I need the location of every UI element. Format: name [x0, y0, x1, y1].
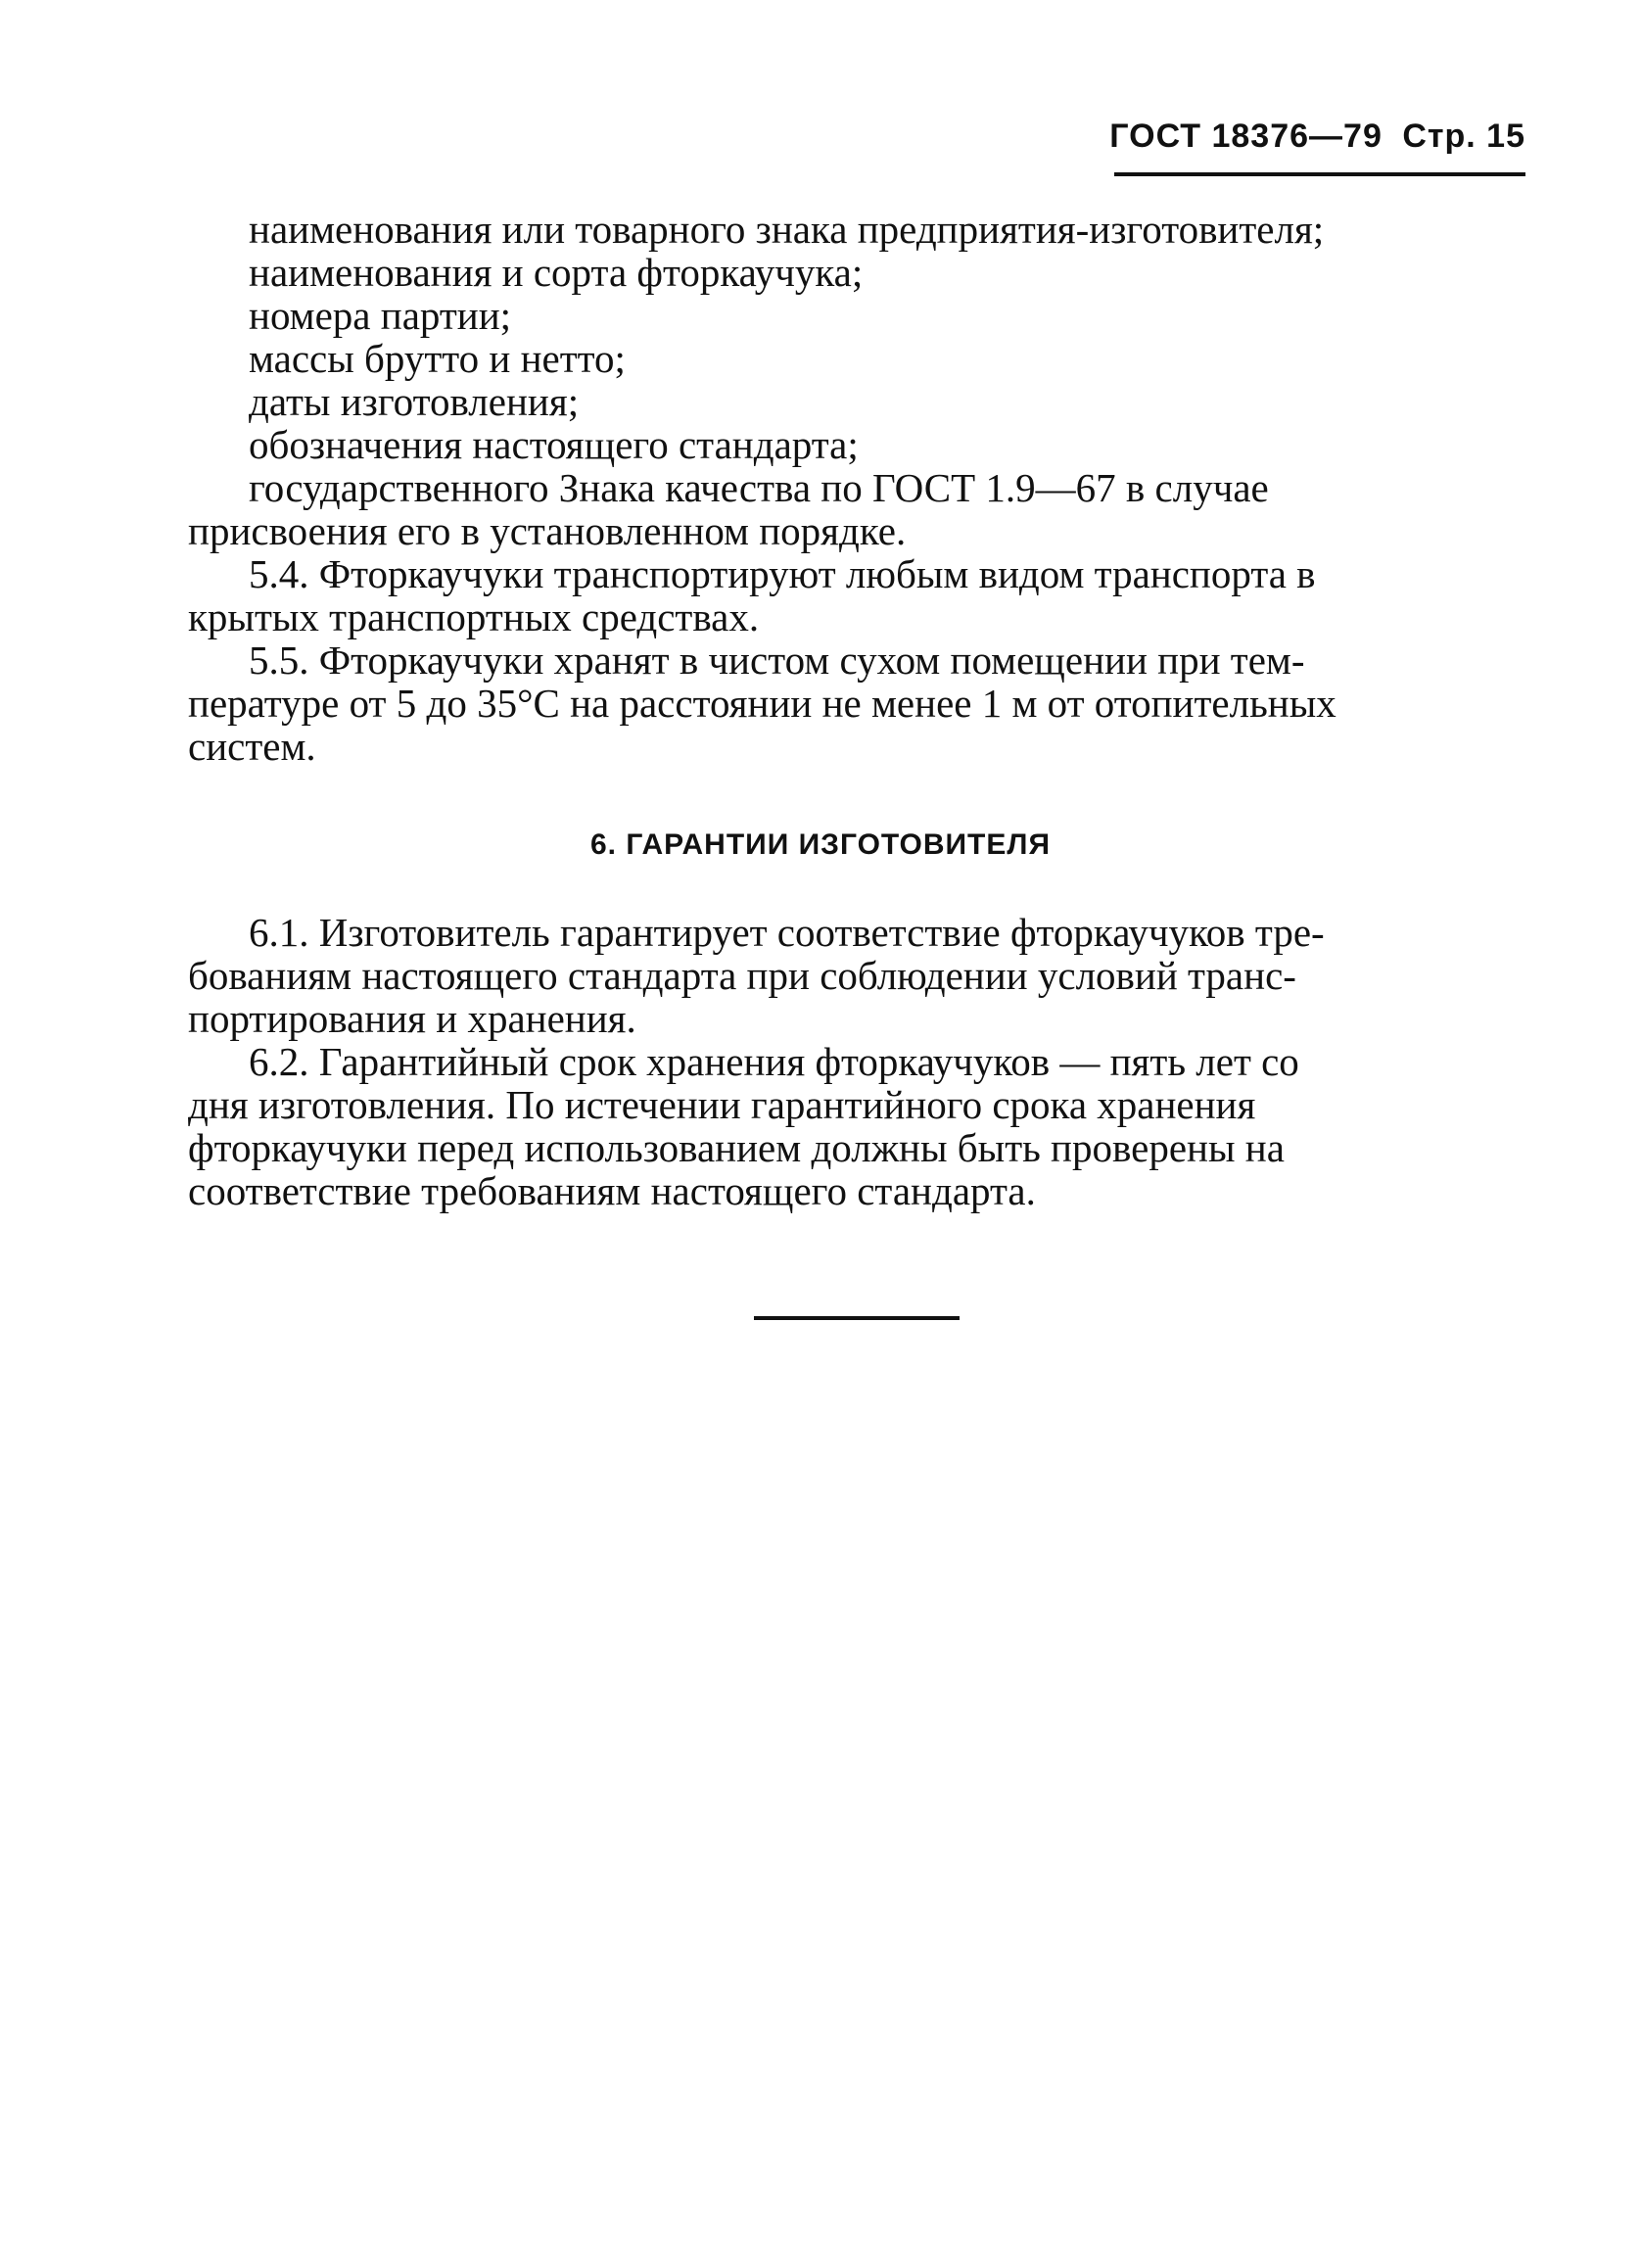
page-header — [1109, 118, 1525, 156]
list-item: номера партии; — [249, 293, 512, 338]
paragraph-5-4-line: крытых транспортных средствах. — [188, 594, 760, 639]
list-item: наименования и сорта фторкаучука; — [249, 250, 864, 295]
section-6-heading: 6. ГАРАНТИИ ИЗГОТОВИТЕЛЯ — [589, 828, 1051, 861]
list-item-quality-mark-cont: присвоения его в установленном порядке. — [188, 508, 907, 553]
end-of-text-rule — [754, 1316, 960, 1320]
section-5-continuation — [188, 208, 1527, 768]
list-item: наименования или товарного знака предприятия-изготовителя; — [249, 207, 1325, 252]
paragraph-5-4-line: 5.4. Фторкаучуки транспортируют любым видом транспорта в — [249, 551, 1316, 596]
list-item: массы брутто и нетто; — [249, 336, 626, 381]
paragraph-5-5-line: пературе от 5 до 35°С на расстоянии не менее 1 м от отопительных — [188, 681, 1336, 726]
header-rule — [1114, 172, 1525, 176]
paragraph-6-1-line: бованиям настоящего стандарта при соблюдении условий транс- — [188, 953, 1296, 998]
paragraph-5-5-line: 5.5. Фторкаучуки хранят в чистом сухом помещении при тем- — [249, 638, 1305, 683]
paragraph-6-1-line: портирования и хранения. — [188, 996, 636, 1041]
paragraph-6-2-line: 6.2. Гарантийный срок хранения фторкаучуков — пять лет со — [249, 1039, 1299, 1084]
section-6-body — [188, 911, 1527, 1212]
document-id: ГОСТ 18376—79 — [1109, 118, 1383, 155]
list-item-quality-mark: государственного Знака качества по ГОСТ 1.9—67 в случае — [249, 465, 1269, 510]
paragraph-6-1-line: 6.1. Изготовитель гарантирует соответствие фторкаучуков тре- — [249, 910, 1325, 955]
paragraph-6-2-line: фторкаучуки перед использованием должны быть проверены на — [188, 1125, 1285, 1170]
paragraph-6-2-line: дня изготовления. По истечении гарантийного срока хранения — [188, 1082, 1256, 1127]
paragraph-5-5-line: систем. — [188, 724, 316, 769]
paragraph-6-2-line: соответствие требованиям настоящего стандарта. — [188, 1168, 1036, 1213]
page-number: Стр. 15 — [1402, 118, 1525, 155]
list-item: обозначения настоящего стандарта; — [249, 422, 859, 467]
list-item: даты изготовления; — [249, 379, 580, 424]
